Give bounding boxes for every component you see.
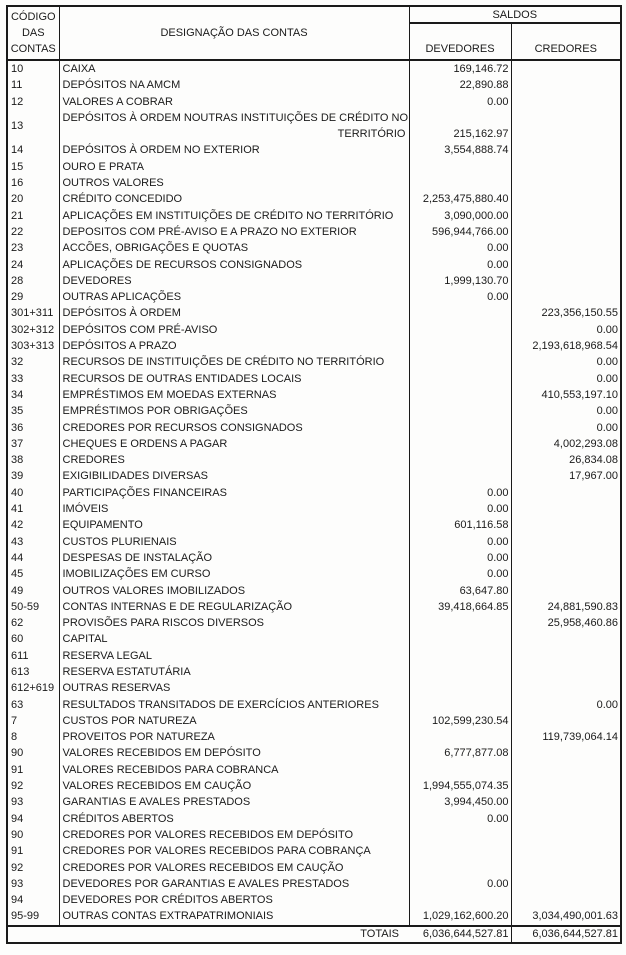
account-designation: VALORES RECEBIDOS EM DEPÓSITO [59,745,409,761]
credores-value: 0.00 [596,698,619,711]
devedores-value [409,175,511,191]
account-designation: CUSTOS PLURIENAIS [59,534,409,550]
credores-value [511,175,621,191]
account-designation: DEPÓSITOS À ORDEM NO EXTERIOR [59,142,409,158]
account-code: 40 [7,485,59,501]
account-designation: RESERVA LEGAL [59,648,409,664]
account-designation: EQUIPAMENTO [59,517,409,533]
account-code: 611 [7,648,59,664]
table-row [7,615,621,631]
table-row [7,485,621,501]
account-designation: DEPOSITOS COM PRÉ-AVISO E A PRAZO NO EXTERIOR [59,224,409,240]
account-designation: IMOBILIZAÇÕES EM CURSO [59,566,409,582]
credores-value [511,517,621,533]
account-designation: CREDORES POR RECURSOS CONSIGNADOS [59,420,409,436]
account-designation: DEPÓSITOS COM PRÉ-AVISO [59,322,409,338]
credores-value [511,631,621,647]
devedores-value: 0.00 [409,485,511,501]
account-code: 13 [7,110,59,143]
account-designation: DEVEDORES [59,273,409,289]
account-code: 10 [7,60,59,77]
table-row [7,175,621,191]
devedores-value [409,436,511,452]
credores-value [511,224,621,240]
account-designation: DEVEDORES POR CRÉDITOS ABERTOS [59,892,409,908]
account-code: 302+312 [7,322,59,338]
account-code: 33 [7,371,59,387]
account-designation: OURO E PRATA [59,159,409,175]
account-designation: VALORES RECEBIDOS PARA COBRANCA [59,762,409,778]
account-designation: OUTRAS CONTAS EXTRAPATRIMONIAIS [59,908,409,925]
devedores-value: 0.00 [409,811,511,827]
account-designation: EMPRÉSTIMOS EM MOEDAS EXTERNAS [59,387,409,403]
credores-value [511,811,621,827]
credores-value: 0.00 [596,421,619,434]
table-body [7,60,621,926]
table-row [7,876,621,892]
table-row [7,387,621,403]
credores-value [511,273,621,289]
devedores-value [409,615,511,631]
credores-value [511,794,621,810]
table-row [7,338,621,354]
account-designation: GARANTIAS E AVALES PRESTADOS [59,794,409,810]
account-code: 95-99 [7,908,59,925]
account-code: 62 [7,615,59,631]
credores-value: 0.00 [596,405,619,418]
table-row [7,745,621,761]
table-row [7,452,621,468]
devedores-value: 3,994,450.00 [409,794,511,810]
credores-value [511,680,621,696]
devedores-value [409,843,511,859]
table-row [7,648,621,664]
credores-value: 410,553,197.10 [541,388,619,401]
credores-value [511,713,621,729]
credores-value [511,240,621,256]
account-designation: IMÓVEIS [59,501,409,517]
column-header-credores: CREDORES [511,23,621,60]
devedores-value: 1,994,555,074.35 [409,778,511,794]
devedores-value: 1,029,162,600.20 [409,908,511,925]
devedores-value: 3,090,000.00 [409,208,511,224]
credores-value: 17,967.00 [569,470,619,483]
column-header-codigo-das-contas [7,6,59,60]
account-code: 16 [7,175,59,191]
account-code: 93 [7,794,59,810]
account-code: 15 [7,159,59,175]
table-row [7,762,621,778]
table-row [7,289,621,305]
account-code: 90 [7,827,59,843]
table-row [7,403,621,419]
table-row [7,908,621,925]
account-designation: EXIGIBILIDADES DIVERSAS [59,468,409,484]
table-row [7,631,621,647]
account-designation: RECURSOS DE INSTITUIÇÕES DE CRÉDITO NO TERRITÓRIO [59,354,409,370]
account-designation: PROVEITOS POR NATUREZA [59,729,409,745]
credores-value [511,501,621,517]
account-code: 43 [7,534,59,550]
credores-value: 223,356,150.55 [541,307,619,320]
credores-value [511,843,621,859]
table-row [7,142,621,158]
table-row [7,517,621,533]
credores-value: 4,002,293.08 [553,437,619,450]
account-designation: RESULTADOS TRANSITADOS DE EXERCÍCIOS ANTERIORES [59,697,409,713]
account-designation: DEPÓSITOS A PRAZO [59,338,409,354]
table-row [7,501,621,517]
account-designation: PARTICIPAÇÕES FINANCEIRAS [59,485,409,501]
devedores-value [409,680,511,696]
table-row [7,778,621,794]
credores-value [511,77,621,93]
table-row [7,534,621,550]
devedores-value [409,159,511,175]
account-code: 42 [7,517,59,533]
credores-value [511,191,621,207]
devedores-value [409,338,511,354]
account-designation: VALORES A COBRAR [59,94,409,110]
account-designation: OUTRAS APLICAÇÕES [59,289,409,305]
account-code: 21 [7,208,59,224]
credores-value [511,762,621,778]
credores-value [511,289,621,305]
account-designation: CRÉDITO CONCEDIDO [59,191,409,207]
account-designation: APLICAÇÕES DE RECURSOS CONSIGNADOS [59,257,409,273]
credores-value [511,583,621,599]
account-code: 24 [7,257,59,273]
account-code: 301+311 [7,305,59,321]
devedores-value: 215,162.97 [409,110,511,143]
table-row [7,273,621,289]
devedores-value: 3,554,888.74 [409,142,511,158]
account-code: 14 [7,142,59,158]
devedores-value: 22,890.88 [409,77,511,93]
account-designation [59,110,409,143]
account-designation: CHEQUES E ORDENS A PAGAR [59,436,409,452]
credores-value: 0.00 [596,323,619,336]
account-designation: RESERVA ESTATUTÁRIA [59,664,409,680]
table-row [7,110,621,143]
table-row [7,892,621,908]
credores-value [511,208,621,224]
credores-value [511,860,621,876]
account-code: 37 [7,436,59,452]
account-code: 92 [7,860,59,876]
table-row [7,680,621,696]
credores-value: 119,739,064.14 [542,731,619,744]
account-designation: CONTAS INTERNAS E DE REGULARIZAÇÃO [59,599,409,615]
account-code: 20 [7,191,59,207]
devedores-value: 0.00 [409,876,511,892]
account-code: 23 [7,240,59,256]
credores-value: 24,881,590.83 [547,600,619,613]
account-code: 303+313 [7,338,59,354]
designation-line1: DEPÓSITOS À ORDEM NOUTRAS INSTITUIÇÕES DE CRÉDITO NO [62,111,409,124]
devedores-value [409,387,511,403]
account-code: 613 [7,664,59,680]
credores-value [511,534,621,550]
credores-value [511,60,621,77]
devedores-value: 102,599,230.54 [409,713,511,729]
devedores-value [409,664,511,680]
account-designation: CREDORES POR VALORES RECEBIDOS PARA COBRANÇA [59,843,409,859]
table-row [7,305,621,321]
table-row [7,583,621,599]
credores-value [511,142,621,158]
devedores-value [409,631,511,647]
account-code: 38 [7,452,59,468]
header-code-line3: CONTAS [10,43,56,55]
account-designation: CRÉDITOS ABERTOS [59,811,409,827]
account-code: 8 [7,729,59,745]
devedores-value [409,371,511,387]
devedores-value: 2,253,475,880.40 [409,191,511,207]
devedores-value [409,452,511,468]
credores-value [511,159,621,175]
table-row [7,599,621,615]
column-header-devedores: DEVEDORES [409,23,511,60]
credores-value [511,566,621,582]
table-row [7,60,621,77]
account-code: 39 [7,468,59,484]
credores-value [511,257,621,273]
devedores-value: 0.00 [409,534,511,550]
table-row [7,827,621,843]
account-designation: CAIXA [59,60,409,77]
credores-value [511,892,621,908]
account-designation: CREDORES POR VALORES RECEBIDOS EM DEPÓSITO [59,827,409,843]
devedores-value: 0.00 [409,94,511,110]
totals-devedores-value: 6,036,644,527.81 [409,926,511,944]
table-header [7,6,621,60]
accounts-balance-table [6,5,622,944]
devedores-value: 169,146.72 [409,60,511,77]
credores-value [511,550,621,566]
credores-value: 26,834.08 [569,454,619,467]
account-designation: VALORES RECEBIDOS EM CAUÇÃO [59,778,409,794]
table-row [7,794,621,810]
account-designation: DESPESAS DE INSTALAÇÃO [59,550,409,566]
account-code: 22 [7,224,59,240]
devedores-value [409,322,511,338]
table-row [7,159,621,175]
account-code: 63 [7,697,59,713]
account-designation: CUSTOS POR NATUREZA [59,713,409,729]
credores-value [511,485,621,501]
credores-value [511,110,621,143]
table-row [7,550,621,566]
account-code: 45 [7,566,59,582]
account-code: 44 [7,550,59,566]
table-row [7,322,621,338]
account-code: 50-59 [7,599,59,615]
devedores-value: 0.00 [409,289,511,305]
account-code: 90 [7,745,59,761]
account-code: 41 [7,501,59,517]
devedores-value: 596,944,766.00 [409,224,511,240]
account-designation: DEPÓSITOS NA AMCM [59,77,409,93]
column-header-saldos: SALDOS [409,6,621,23]
table-footer [7,926,621,944]
credores-value [511,648,621,664]
account-code: 29 [7,289,59,305]
table-row [7,191,621,207]
account-designation: CREDORES POR VALORES RECEBIDOS EM CAUÇÃO [59,860,409,876]
account-designation: OUTROS VALORES IMOBILIZADOS [59,583,409,599]
account-code: 36 [7,420,59,436]
credores-value [511,94,621,110]
devedores-value [409,697,511,713]
credores-value: 0.00 [596,372,619,385]
account-code: 11 [7,77,59,93]
account-designation: EMPRÉSTIMOS POR OBRIGAÇÕES [59,403,409,419]
devedores-value: 6,777,877.08 [409,745,511,761]
account-code: 12 [7,94,59,110]
account-designation: APLICAÇÕES EM INSTITUIÇÕES DE CRÉDITO NO TERRITÓRIO [59,208,409,224]
table-row [7,566,621,582]
devedores-value [409,860,511,876]
table-row [7,354,621,370]
table-row [7,843,621,859]
devedores-value: 0.00 [409,566,511,582]
table-row [7,94,621,110]
credores-value: 3,034,490,001.63 [532,910,619,923]
account-code: 91 [7,843,59,859]
credores-value: 2,193,618,968.54 [532,340,619,353]
credores-value [511,745,621,761]
devedores-value: 0.00 [409,257,511,273]
account-code: 7 [7,713,59,729]
account-code: 49 [7,583,59,599]
table-row [7,811,621,827]
credores-value [511,876,621,892]
credores-value: 25,958,460.86 [547,617,619,630]
account-code: 91 [7,762,59,778]
account-designation: RECURSOS DE OUTRAS ENTIDADES LOCAIS [59,371,409,387]
credores-value [511,827,621,843]
account-designation: OUTROS VALORES [59,175,409,191]
table-row [7,860,621,876]
devedores-value: 1,999,130.70 [409,273,511,289]
devedores-value: 63,647.80 [409,583,511,599]
devedores-value [409,892,511,908]
devedores-value [409,468,511,484]
account-code: 92 [7,778,59,794]
table-row [7,697,621,713]
account-designation: PROVISÕES PARA RISCOS DIVERSOS [59,615,409,631]
totals-credores-value: 6,036,644,527.81 [511,926,621,944]
devedores-value [409,648,511,664]
table-row [7,729,621,745]
account-code: 35 [7,403,59,419]
devedores-value: 39,418,664.85 [409,599,511,615]
table-row [7,257,621,273]
account-designation: DEVEDORES POR GARANTIAS E AVALES PRESTADOS [59,876,409,892]
totals-row [7,926,621,944]
account-code: 28 [7,273,59,289]
devedores-value [409,762,511,778]
devedores-value [409,827,511,843]
credores-value: 0.00 [596,356,619,369]
header-code-line1: CÓDIGO [10,11,56,23]
account-code: 94 [7,892,59,908]
devedores-value: 0.00 [409,550,511,566]
account-designation: DEPÓSITOS À ORDEM [59,305,409,321]
header-code-line2: DAS [21,27,45,39]
designation-line2: TERRITÓRIO [337,128,406,141]
account-designation: OUTRAS RESERVAS [59,680,409,696]
devedores-value [409,729,511,745]
devedores-value: 601,116.58 [409,517,511,533]
credores-value [511,778,621,794]
table-row [7,77,621,93]
account-code: 32 [7,354,59,370]
account-designation: CREDORES [59,452,409,468]
account-designation: ACCÕES, OBRIGAÇÕES E QUOTAS [59,240,409,256]
devedores-value: 0.00 [409,240,511,256]
credores-value [511,664,621,680]
account-code: 34 [7,387,59,403]
account-designation: CAPITAL [59,631,409,647]
table-row [7,240,621,256]
table-row [7,468,621,484]
table-row [7,420,621,436]
column-header-designacao: DESIGNAÇÃO DAS CONTAS [59,6,409,60]
account-code: 93 [7,876,59,892]
devedores-value [409,403,511,419]
account-code: 612+619 [7,680,59,696]
table-row [7,664,621,680]
account-code: 94 [7,811,59,827]
table-row [7,224,621,240]
devedores-value [409,354,511,370]
devedores-value [409,420,511,436]
table-row [7,713,621,729]
table-row [7,371,621,387]
devedores-value: 0.00 [409,501,511,517]
table-row [7,436,621,452]
devedores-value [409,305,511,321]
totals-label: TOTAIS [7,926,409,944]
account-code: 60 [7,631,59,647]
table-row [7,208,621,224]
